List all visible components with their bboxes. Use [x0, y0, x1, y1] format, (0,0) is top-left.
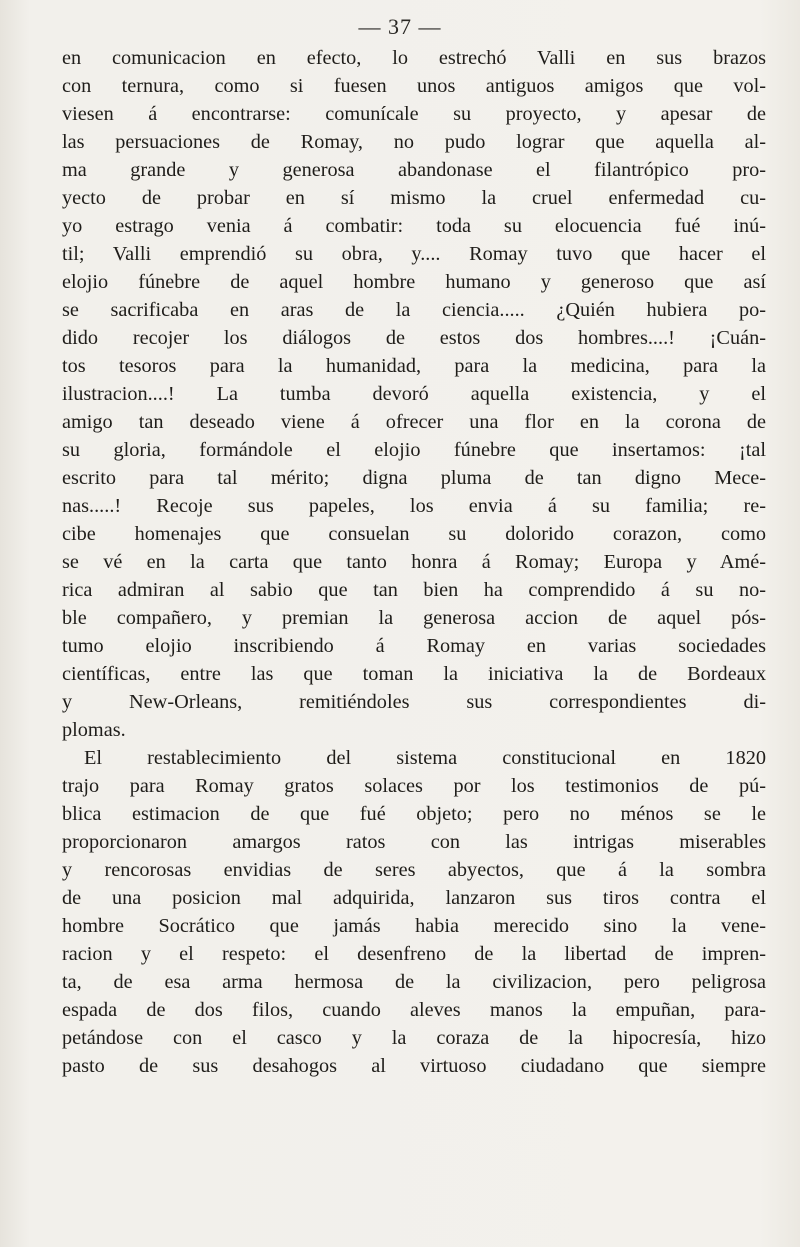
- text-line: proporcionaron amargos ratos con las intrigas miserables: [62, 831, 766, 853]
- text-line: se sacrificaba en aras de la ciencia..... ¿Quién hubiera po-: [62, 299, 766, 321]
- text-line: con ternura, como si fuesen unos antiguos amigos que vol-: [62, 75, 766, 97]
- paragraph-start-line: El restablecimiento del sistema constitucional en 1820: [84, 747, 766, 769]
- body-text: [62, 44, 766, 1080]
- text-line: yo estrago venia á combatir: toda su elocuencia fué inú-: [62, 215, 766, 237]
- text-line: en comunicacion en efecto, lo estrechó Valli en sus brazos: [62, 47, 766, 69]
- text-line: ta, de esa arma hermosa de la civilizacion, pero peligrosa: [62, 971, 766, 993]
- page-number: — 37 —: [358, 14, 442, 39]
- text-line: ma grande y generosa abandonase el filantrópico pro-: [62, 159, 766, 181]
- text-line: amigo tan deseado viene á ofrecer una flor en la corona de: [62, 411, 766, 433]
- text-line: petándose con el casco y la coraza de la hipocresía, hizo: [62, 1027, 766, 1049]
- text-line: las persuaciones de Romay, no pudo lograr que aquella al-: [62, 131, 766, 153]
- paragraph-end-line: plomas.: [62, 719, 126, 741]
- text-line: rica admiran al sabio que tan bien ha comprendido á su no-: [62, 579, 766, 601]
- text-line: blica estimacion de que fué objeto; pero no ménos se le: [62, 803, 766, 825]
- text-line: y New-Orleans, remitiéndoles sus correspondientes di-: [62, 691, 766, 713]
- text-line: escrito para tal mérito; digna pluma de tan digno Mece-: [62, 467, 766, 489]
- text-line: se vé en la carta que tanto honra á Romay; Europa y Amé-: [62, 551, 766, 573]
- text-line: cibe homenajes que consuelan su dolorido corazon, como: [62, 523, 766, 545]
- text-line: elojio fúnebre de aquel hombre humano y generoso que así: [62, 271, 766, 293]
- text-line: científicas, entre las que toman la iniciativa la de Bordeaux: [62, 663, 766, 685]
- text-line: nas.....! Recoje sus papeles, los envia á su familia; re-: [62, 495, 766, 517]
- text-line: viesen á encontrarse: comunícale su proyecto, y apesar de: [62, 103, 766, 125]
- text-line: hombre Socrático que jamás habia merecido sino la vene-: [62, 915, 766, 937]
- text-line: y rencorosas envidias de seres abyectos, que á la sombra: [62, 859, 766, 881]
- text-line: yecto de probar en sí mismo la cruel enfermedad cu-: [62, 187, 766, 209]
- text-line: su gloria, formándole el elojio fúnebre que insertamos: ¡tal: [62, 439, 766, 461]
- text-line: ble compañero, y premian la generosa accion de aquel pós-: [62, 607, 766, 629]
- text-line: racion y el respeto: el desenfreno de la libertad de impren-: [62, 943, 766, 965]
- text-line: espada de dos filos, cuando aleves manos la empuñan, para-: [62, 999, 766, 1021]
- text-line: tos tesoros para la humanidad, para la medicina, para la: [62, 355, 766, 377]
- text-line: trajo para Romay gratos solaces por los testimonios de pú-: [62, 775, 766, 797]
- text-line: til; Valli emprendió su obra, y.... Romay tuvo que hacer el: [62, 243, 766, 265]
- text-line: ilustracion....! La tumba devoró aquella existencia, y el: [62, 383, 766, 405]
- text-line: tumo elojio inscribiendo á Romay en varias sociedades: [62, 635, 766, 657]
- text-line: pasto de sus desahogos al virtuoso ciudadano que siempre: [62, 1055, 766, 1077]
- text-line: de una posicion mal adquirida, lanzaron sus tiros contra el: [62, 887, 766, 909]
- text-line: dido recojer los diálogos de estos dos hombres....! ¡Cuán-: [62, 327, 766, 349]
